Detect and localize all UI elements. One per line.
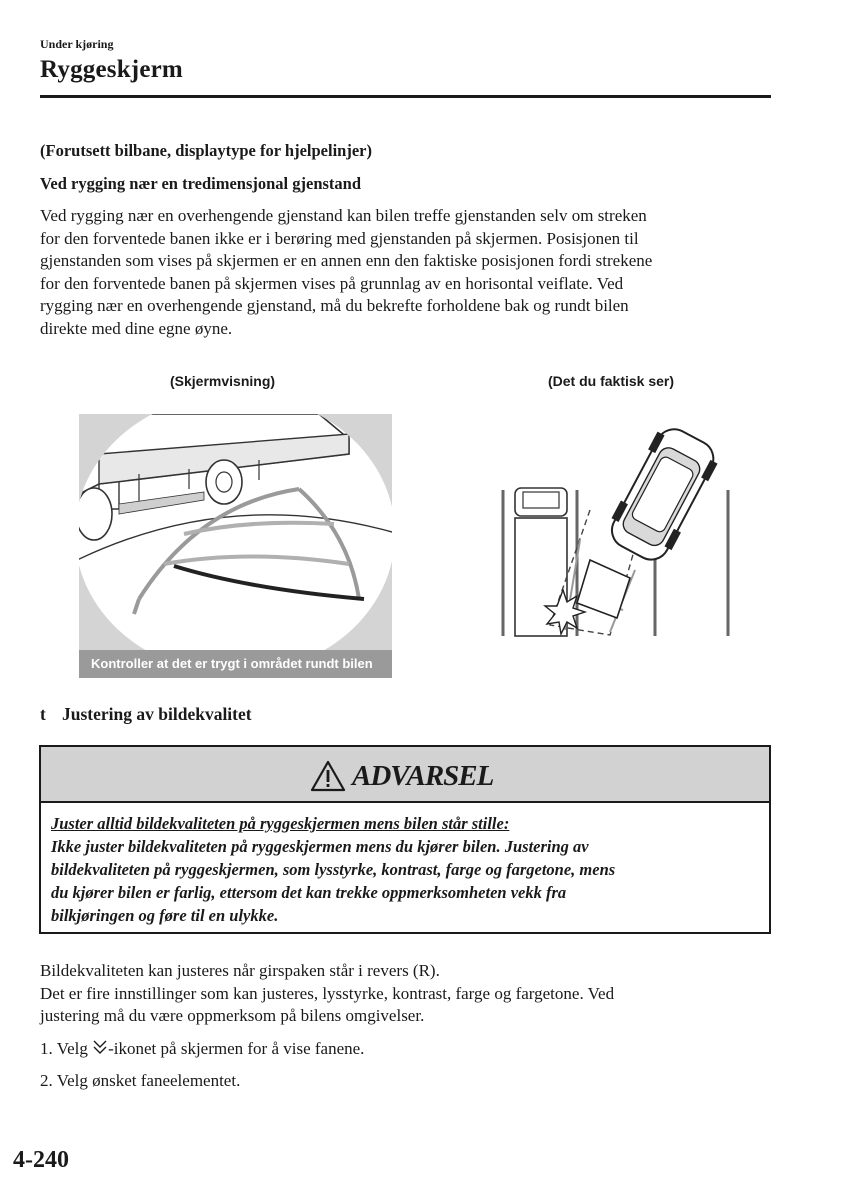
warning-title-group: [310, 757, 493, 795]
rear-camera-screen-svg: [79, 414, 392, 678]
page-title: Ryggeskjerm: [40, 56, 183, 83]
warning-text: [51, 812, 766, 927]
intro-line: for den forventede banen på skjermen vises på grunnlag av en horisontal veiflate. Ved: [40, 273, 624, 293]
warning-title: ADVARSEL: [352, 759, 494, 792]
body-line: Bildekvaliteten kan justeres når girspaken står i revers (R).: [40, 961, 440, 980]
intro-subheading: (Forutsett bilbane, displaytype for hjelpelinjer): [40, 141, 372, 160]
actual-view-caption: (Det du faktisk ser): [548, 373, 675, 389]
adjust-heading: [40, 704, 252, 725]
warning-line: bildekvaliteten på ryggeskjermen, som lysstyrke, kontrast, farge og fargetone, mens: [51, 860, 616, 879]
intro-line: Ved rygging nær en overhengende gjenstand kan bilen treffe gjenstanden selv om streken: [40, 206, 647, 225]
warning-line: bilkjøringen og føre til en ulykke.: [51, 906, 279, 925]
section-label: Under kjøring: [40, 37, 114, 51]
adjust-heading-text: Justering av bildekvalitet: [62, 704, 252, 724]
step-text-after: -ikonet på skjermen for å vise fanene.: [108, 1039, 365, 1058]
adjust-paragraph: [40, 960, 614, 1028]
step-number: 2.: [40, 1071, 53, 1090]
page-number: 4-240: [13, 1147, 69, 1173]
step-text-before: Velg: [56, 1039, 93, 1058]
intro-heading: Ved rygging nær en tredimensjonal gjenstand: [40, 174, 362, 193]
actual-view-illustration: [495, 400, 755, 650]
intro-line: rygging nær en overhengende gjenstand, må du bekrefte forholdene bak og rundt bilen: [40, 296, 629, 315]
step-1: [40, 1039, 364, 1059]
step-number: 1.: [40, 1039, 53, 1058]
body-line: Det er fire innstillinger som kan justeres, lysstyrke, kontrast, farge og fargetone. Ved: [40, 983, 615, 1003]
actual-view-svg: [495, 400, 755, 650]
warning-line: Juster alltid bildekvaliteten på ryggeskjermen mens bilen står stille:: [51, 814, 510, 833]
warning-line: du kjører bilen er farlig, ettersom det kan trekke oppmerksomheten vekk fra: [51, 883, 567, 902]
title-divider: [40, 95, 771, 98]
step-2: [40, 1071, 240, 1091]
body-line: justering må du være oppmerksom på bilens omgivelser.: [40, 1006, 425, 1025]
screen-view-caption: (Skjermvisning): [170, 373, 276, 389]
screen-warning-banner: Kontroller at det er trygt i området rundt bilen: [91, 656, 373, 671]
warning-triangle-icon: [310, 760, 346, 792]
intro-line: for den forventede banen ikke er i berøring med gjenstanden på skjermen. Posisjonen til: [40, 228, 639, 248]
section-bullet: t: [40, 704, 46, 724]
reversing-car-icon: [602, 421, 723, 568]
intro-line: direkte med dine egne øyne.: [40, 318, 233, 338]
rear-camera-screen-illustration: [79, 414, 392, 678]
double-chevron-down-icon: [93, 1039, 107, 1057]
intro-line: gjenstanden som vises på skjermen er en annen enn den faktiske posisjonen fordi strekene: [40, 251, 653, 270]
warning-line: Ikke juster bildekvaliteten på ryggeskjermen mens du kjører bilen. Justering av: [51, 837, 589, 856]
step-text: Velg ønsket faneelementet.: [56, 1071, 241, 1090]
intro-paragraph: [40, 205, 775, 340]
